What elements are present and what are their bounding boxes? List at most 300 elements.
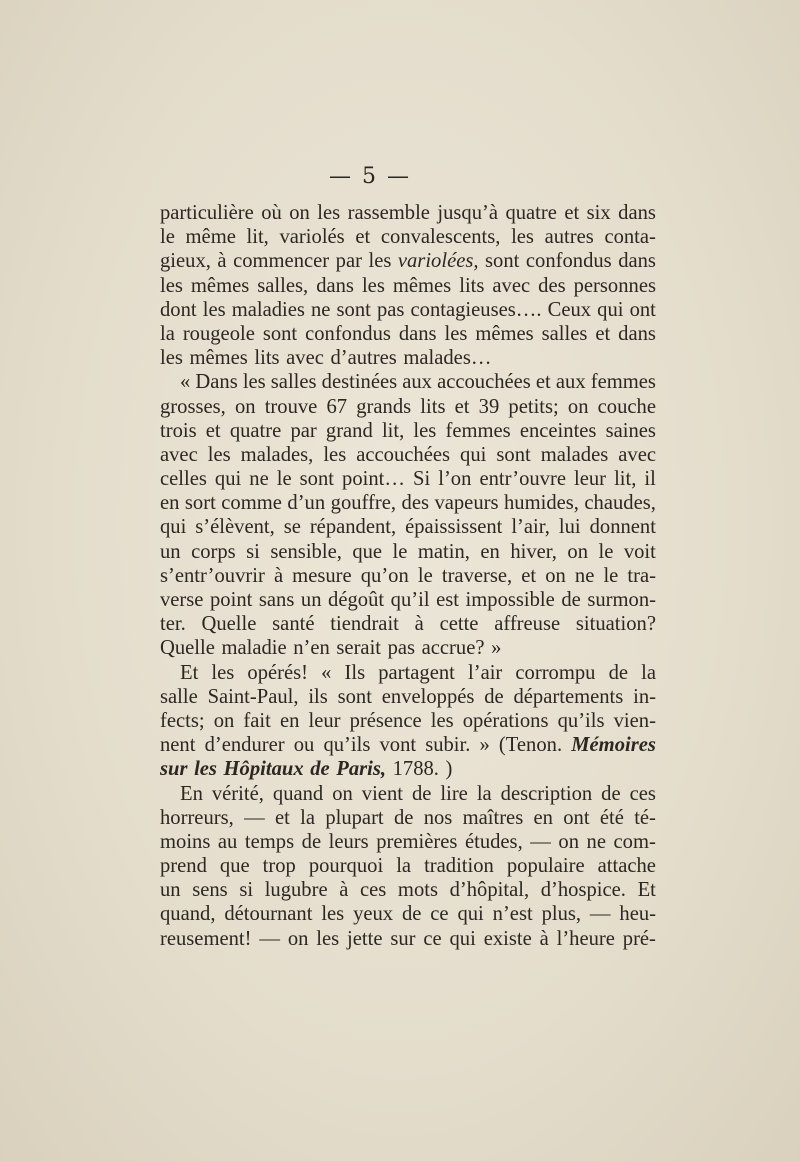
- word: Si: [413, 468, 431, 491]
- word: vont: [379, 734, 417, 757]
- word: n’en: [293, 637, 330, 660]
- word: lugubre: [264, 879, 328, 902]
- word: lui: [558, 516, 581, 539]
- word: Hôpitaux: [223, 758, 304, 781]
- word: mêmes: [392, 274, 452, 297]
- word: de: [393, 806, 414, 829]
- word: ne: [586, 830, 606, 853]
- word: leur: [308, 709, 341, 732]
- word: sur: [390, 927, 416, 950]
- word: femmes: [445, 419, 511, 442]
- word: maîtres: [462, 806, 524, 829]
- word: confondus: [525, 250, 612, 273]
- word: santé: [272, 613, 315, 636]
- word: voit: [623, 540, 656, 563]
- word: six: [586, 202, 611, 224]
- word: le: [392, 540, 408, 563]
- word: quatre: [229, 419, 282, 442]
- word: qu’ils: [323, 734, 371, 757]
- word: le: [160, 226, 175, 249]
- word: un: [160, 540, 181, 563]
- word: l’air,: [511, 516, 550, 539]
- word: qui: [597, 298, 624, 321]
- word: le: [276, 468, 292, 491]
- word: point: [210, 589, 253, 611]
- word: quand,: [160, 903, 216, 926]
- word: sont: [496, 443, 531, 466]
- text-line: [160, 685, 656, 709]
- text-line: [160, 419, 656, 443]
- text-line: [160, 515, 656, 539]
- word: com-: [613, 830, 656, 853]
- word: trouve: [264, 395, 318, 418]
- word: que: [352, 540, 383, 563]
- word: contagieuses….: [410, 298, 542, 321]
- text-line: [160, 661, 656, 685]
- word: convalescents,: [380, 226, 501, 249]
- text-line: [160, 612, 656, 636]
- text-line: [160, 782, 656, 806]
- word: même: [185, 226, 236, 249]
- word: quand: [272, 782, 324, 805]
- word: en: [533, 806, 553, 829]
- word: salles,: [257, 274, 309, 297]
- word: et: [595, 322, 611, 345]
- word: sont: [262, 322, 298, 345]
- word: dont: [160, 298, 197, 321]
- word: on: [234, 395, 256, 418]
- word: qui: [214, 468, 242, 491]
- word: fait: [243, 709, 271, 732]
- word: nos: [423, 806, 453, 829]
- word: avec: [160, 443, 198, 466]
- word: situation?: [575, 613, 656, 636]
- word: gouffre,: [330, 492, 397, 515]
- word: où: [261, 202, 282, 224]
- word: de: [401, 903, 422, 926]
- word: dans: [618, 322, 656, 345]
- word: mêmes: [189, 347, 248, 370]
- word: lits: [420, 395, 446, 418]
- word: n’est: [492, 903, 533, 926]
- word: —: [589, 903, 611, 926]
- text-line: [160, 395, 656, 419]
- word: qui: [160, 516, 187, 539]
- word: en: [279, 709, 300, 732]
- word: par: [335, 250, 362, 273]
- word: 67: [326, 395, 348, 418]
- word: vien-: [613, 709, 656, 732]
- word: d’endurer: [204, 734, 285, 757]
- word: que: [219, 855, 250, 878]
- word: ce: [423, 927, 442, 950]
- word: les: [430, 709, 454, 732]
- word: Quelle: [201, 613, 257, 636]
- word: détournant: [224, 903, 313, 926]
- word: corrompu: [515, 661, 596, 684]
- word: les: [211, 661, 235, 684]
- word: grands: [356, 395, 412, 418]
- text-line: [160, 298, 656, 322]
- word: En: [180, 782, 203, 805]
- word: dans: [398, 322, 437, 345]
- word: malades,: [240, 443, 314, 466]
- word: les: [202, 298, 226, 321]
- word: et: [205, 419, 221, 442]
- word: on: [545, 564, 566, 587]
- word: té-: [634, 806, 656, 829]
- word: mots: [397, 879, 438, 902]
- word: Et: [180, 661, 199, 684]
- word: et: [274, 806, 290, 829]
- word: opérations: [462, 709, 549, 732]
- word: on: [567, 540, 589, 563]
- word: le: [598, 540, 614, 563]
- text-line: [160, 274, 656, 298]
- word: et: [564, 202, 580, 224]
- word: sort: [184, 492, 216, 515]
- word: qui: [460, 443, 487, 466]
- word: Dans: [195, 371, 238, 394]
- word: existe: [483, 927, 532, 950]
- word: est: [436, 589, 459, 611]
- word: Mémoires: [571, 734, 656, 757]
- word: d’hospice.: [540, 879, 626, 902]
- word: les: [317, 202, 341, 224]
- word: variolés: [279, 226, 345, 249]
- word: reusement!: [160, 927, 252, 950]
- word: un: [160, 879, 181, 902]
- word: salle: [160, 685, 198, 708]
- word: Ceux: [547, 298, 592, 321]
- word: qu’il: [390, 589, 430, 611]
- word: la: [160, 322, 175, 345]
- word: tra-: [627, 564, 656, 587]
- word: un: [300, 589, 322, 611]
- text-line: [160, 225, 656, 249]
- word: corps: [191, 540, 236, 563]
- word: enveloppés: [381, 685, 475, 708]
- word: les: [361, 274, 385, 297]
- word: avec: [492, 274, 531, 297]
- word: quatre: [505, 202, 557, 224]
- word: à: [414, 613, 424, 636]
- text-line: [160, 370, 656, 394]
- word: on: [332, 782, 353, 805]
- word: (Tenon.: [498, 734, 563, 757]
- word: le: [603, 564, 619, 587]
- word: serait: [336, 637, 382, 660]
- word: s’élèvent,: [195, 516, 275, 539]
- word: trop: [262, 855, 296, 878]
- word: les: [160, 274, 183, 297]
- word: Saint-Paul,: [207, 685, 299, 708]
- word: 1788.: [392, 758, 439, 781]
- word: gieux,: [160, 250, 211, 273]
- word: matin,: [417, 540, 470, 563]
- word: description: [500, 782, 593, 805]
- word: par: [290, 419, 317, 442]
- word: la: [396, 855, 412, 878]
- word: surmon-: [587, 589, 656, 611]
- word: couche: [597, 395, 656, 418]
- word: sont: [337, 685, 372, 708]
- word: yeux: [353, 903, 394, 926]
- word: 39: [478, 395, 500, 418]
- word: études,: [464, 830, 523, 853]
- text-line: [160, 564, 656, 588]
- word: verse: [160, 589, 204, 611]
- word: les: [316, 927, 340, 950]
- word: grosses,: [160, 395, 226, 418]
- word: pas: [387, 637, 416, 660]
- word: sont: [336, 298, 371, 321]
- word: aux: [555, 371, 586, 394]
- word: de: [310, 758, 330, 781]
- word: sensible,: [270, 540, 342, 563]
- word: sont: [299, 468, 334, 491]
- word: lit,: [614, 468, 637, 491]
- text-line: [160, 491, 656, 515]
- word: Quelle: [160, 637, 215, 660]
- word: »: [491, 637, 502, 660]
- word: et: [454, 395, 470, 418]
- word: ces: [360, 879, 387, 902]
- word: hiver,: [510, 540, 557, 563]
- word: sont: [485, 250, 520, 273]
- word: donnent: [589, 516, 656, 539]
- word: lits: [254, 347, 280, 370]
- text-line: [160, 733, 656, 757]
- text-line: [160, 322, 656, 346]
- word: ces: [629, 782, 656, 805]
- word: tiendrait: [330, 613, 399, 636]
- word: en: [480, 540, 500, 563]
- word: l’air: [467, 661, 503, 684]
- word: les: [444, 322, 468, 345]
- word: dans: [618, 250, 656, 273]
- word: sur: [160, 758, 188, 781]
- word: sens: [192, 879, 228, 902]
- word: de: [561, 589, 581, 611]
- word: de: [601, 782, 621, 805]
- word: point…: [342, 468, 405, 491]
- word: lit,: [381, 419, 405, 442]
- word: celles: [160, 468, 207, 491]
- word: «: [180, 371, 191, 394]
- word: à: [539, 927, 549, 950]
- word: rougeole: [182, 322, 255, 345]
- word: destinées: [321, 371, 398, 394]
- word: salles: [270, 371, 317, 394]
- word: particulière: [160, 202, 254, 224]
- word: ter.: [160, 613, 186, 636]
- text-line: [160, 830, 656, 854]
- word: avec: [618, 443, 656, 466]
- word: vapeurs: [434, 492, 499, 515]
- word: prend: [160, 855, 207, 878]
- word: mêmes: [475, 322, 534, 345]
- text-line: [160, 540, 656, 564]
- word: des: [401, 492, 429, 515]
- word: il: [644, 468, 656, 491]
- text-line: [160, 467, 656, 491]
- word: dans: [618, 202, 656, 224]
- word: accrue?: [421, 637, 485, 660]
- word: lire: [440, 782, 468, 805]
- word: enceintes: [519, 419, 597, 442]
- word: saines: [605, 419, 656, 442]
- word: vient: [361, 782, 403, 805]
- page-number: — 5 —: [329, 164, 411, 189]
- word: rassemble: [347, 202, 430, 224]
- word: les: [207, 443, 231, 466]
- word: les: [413, 419, 437, 442]
- word: accouchées: [356, 443, 450, 466]
- word: personnes: [573, 274, 656, 297]
- word: et: [355, 226, 371, 249]
- word: maladie: [221, 637, 287, 660]
- word: leur: [574, 468, 607, 491]
- word: tradition: [424, 855, 494, 878]
- text-line: [160, 709, 656, 733]
- word: s’entr’ouvrir: [160, 564, 265, 587]
- word: partagent: [378, 661, 455, 684]
- word: d’un: [287, 492, 326, 515]
- word: cette: [439, 613, 479, 636]
- word: les: [368, 250, 392, 273]
- word: la: [641, 661, 656, 684]
- word: ils: [308, 685, 328, 708]
- word: on: [558, 830, 579, 853]
- word: et: [535, 371, 551, 394]
- word: —: [530, 830, 551, 853]
- word: trois: [160, 419, 197, 442]
- word: —: [244, 806, 265, 829]
- text-line: [160, 588, 656, 612]
- word: populaire: [506, 855, 585, 878]
- word: leurs: [328, 830, 369, 853]
- word: jusqu’à: [437, 202, 499, 224]
- body-text: [160, 201, 656, 951]
- word: lit,: [246, 226, 269, 249]
- word: qu’ils: [557, 709, 605, 732]
- text-line: [160, 806, 656, 830]
- word: sans: [258, 589, 295, 611]
- word: les: [160, 347, 183, 370]
- word: in-: [633, 685, 656, 708]
- word: répandent,: [309, 516, 397, 539]
- word: à: [273, 564, 284, 587]
- word: à: [339, 879, 349, 902]
- word: de: [484, 685, 504, 708]
- word: on: [567, 395, 589, 418]
- word: de: [411, 782, 432, 805]
- word: pré-: [622, 927, 656, 950]
- word: commencer: [233, 250, 330, 273]
- word: ne: [311, 298, 331, 321]
- text-line: [160, 902, 656, 926]
- word: des: [538, 274, 566, 297]
- word: en: [160, 492, 180, 515]
- word: salles: [541, 322, 588, 345]
- word: plus,: [541, 903, 582, 926]
- word: autres: [544, 226, 594, 249]
- word: ne: [249, 468, 269, 491]
- word: la: [300, 806, 316, 829]
- word: les: [323, 443, 347, 466]
- word: de: [301, 830, 322, 853]
- word: qu’on: [360, 564, 409, 587]
- word: »: [479, 734, 490, 757]
- word: horreurs,: [160, 806, 234, 829]
- word: plupart: [325, 806, 384, 829]
- word: épaississent: [405, 516, 503, 539]
- word: pourquoi: [308, 855, 384, 878]
- text-line: [160, 636, 656, 660]
- word: d’hôpital,: [449, 879, 530, 902]
- word: avec: [286, 347, 324, 370]
- word: subir.: [425, 734, 471, 757]
- word: petits;: [508, 395, 559, 418]
- word: qui: [449, 927, 476, 950]
- word: d’autres: [330, 347, 397, 370]
- text-line: [160, 346, 656, 370]
- word: mesure: [292, 564, 352, 587]
- word: conta-: [604, 226, 656, 249]
- word: variolées,: [397, 250, 479, 273]
- word: ne: [574, 564, 595, 587]
- word: malades: [540, 443, 609, 466]
- word: se: [283, 516, 301, 539]
- word: traverse,: [441, 564, 513, 587]
- word: ce: [430, 903, 449, 926]
- word: qui: [457, 903, 484, 926]
- word: maladies: [231, 298, 305, 321]
- word: femmes: [590, 371, 656, 394]
- word: ont: [629, 298, 656, 321]
- word: chaudes,: [584, 492, 656, 515]
- word: été: [599, 806, 624, 829]
- word: ): [445, 758, 453, 781]
- word: et: [521, 564, 537, 587]
- word: les: [194, 758, 217, 781]
- text-line: [160, 249, 656, 273]
- word: départements: [513, 685, 624, 708]
- word: malades…: [403, 347, 492, 370]
- word: moins: [160, 830, 211, 853]
- word: heu-: [619, 903, 656, 926]
- word: «: [321, 661, 332, 684]
- word: nent: [160, 734, 196, 757]
- word: on: [289, 202, 310, 224]
- word: fects;: [160, 709, 205, 732]
- word: on: [213, 709, 235, 732]
- word: attache: [597, 855, 656, 878]
- word: les: [321, 903, 345, 926]
- word: au: [217, 830, 238, 853]
- word: premières: [376, 830, 458, 853]
- word: humides,: [503, 492, 579, 515]
- word: si: [239, 879, 254, 902]
- word: la: [476, 782, 492, 805]
- word: impossible: [465, 589, 555, 611]
- word: lits: [459, 274, 485, 297]
- text-line: [160, 854, 656, 878]
- word: entr’ouvre: [479, 468, 566, 491]
- word: accouchées: [437, 371, 531, 394]
- word: les: [242, 371, 266, 394]
